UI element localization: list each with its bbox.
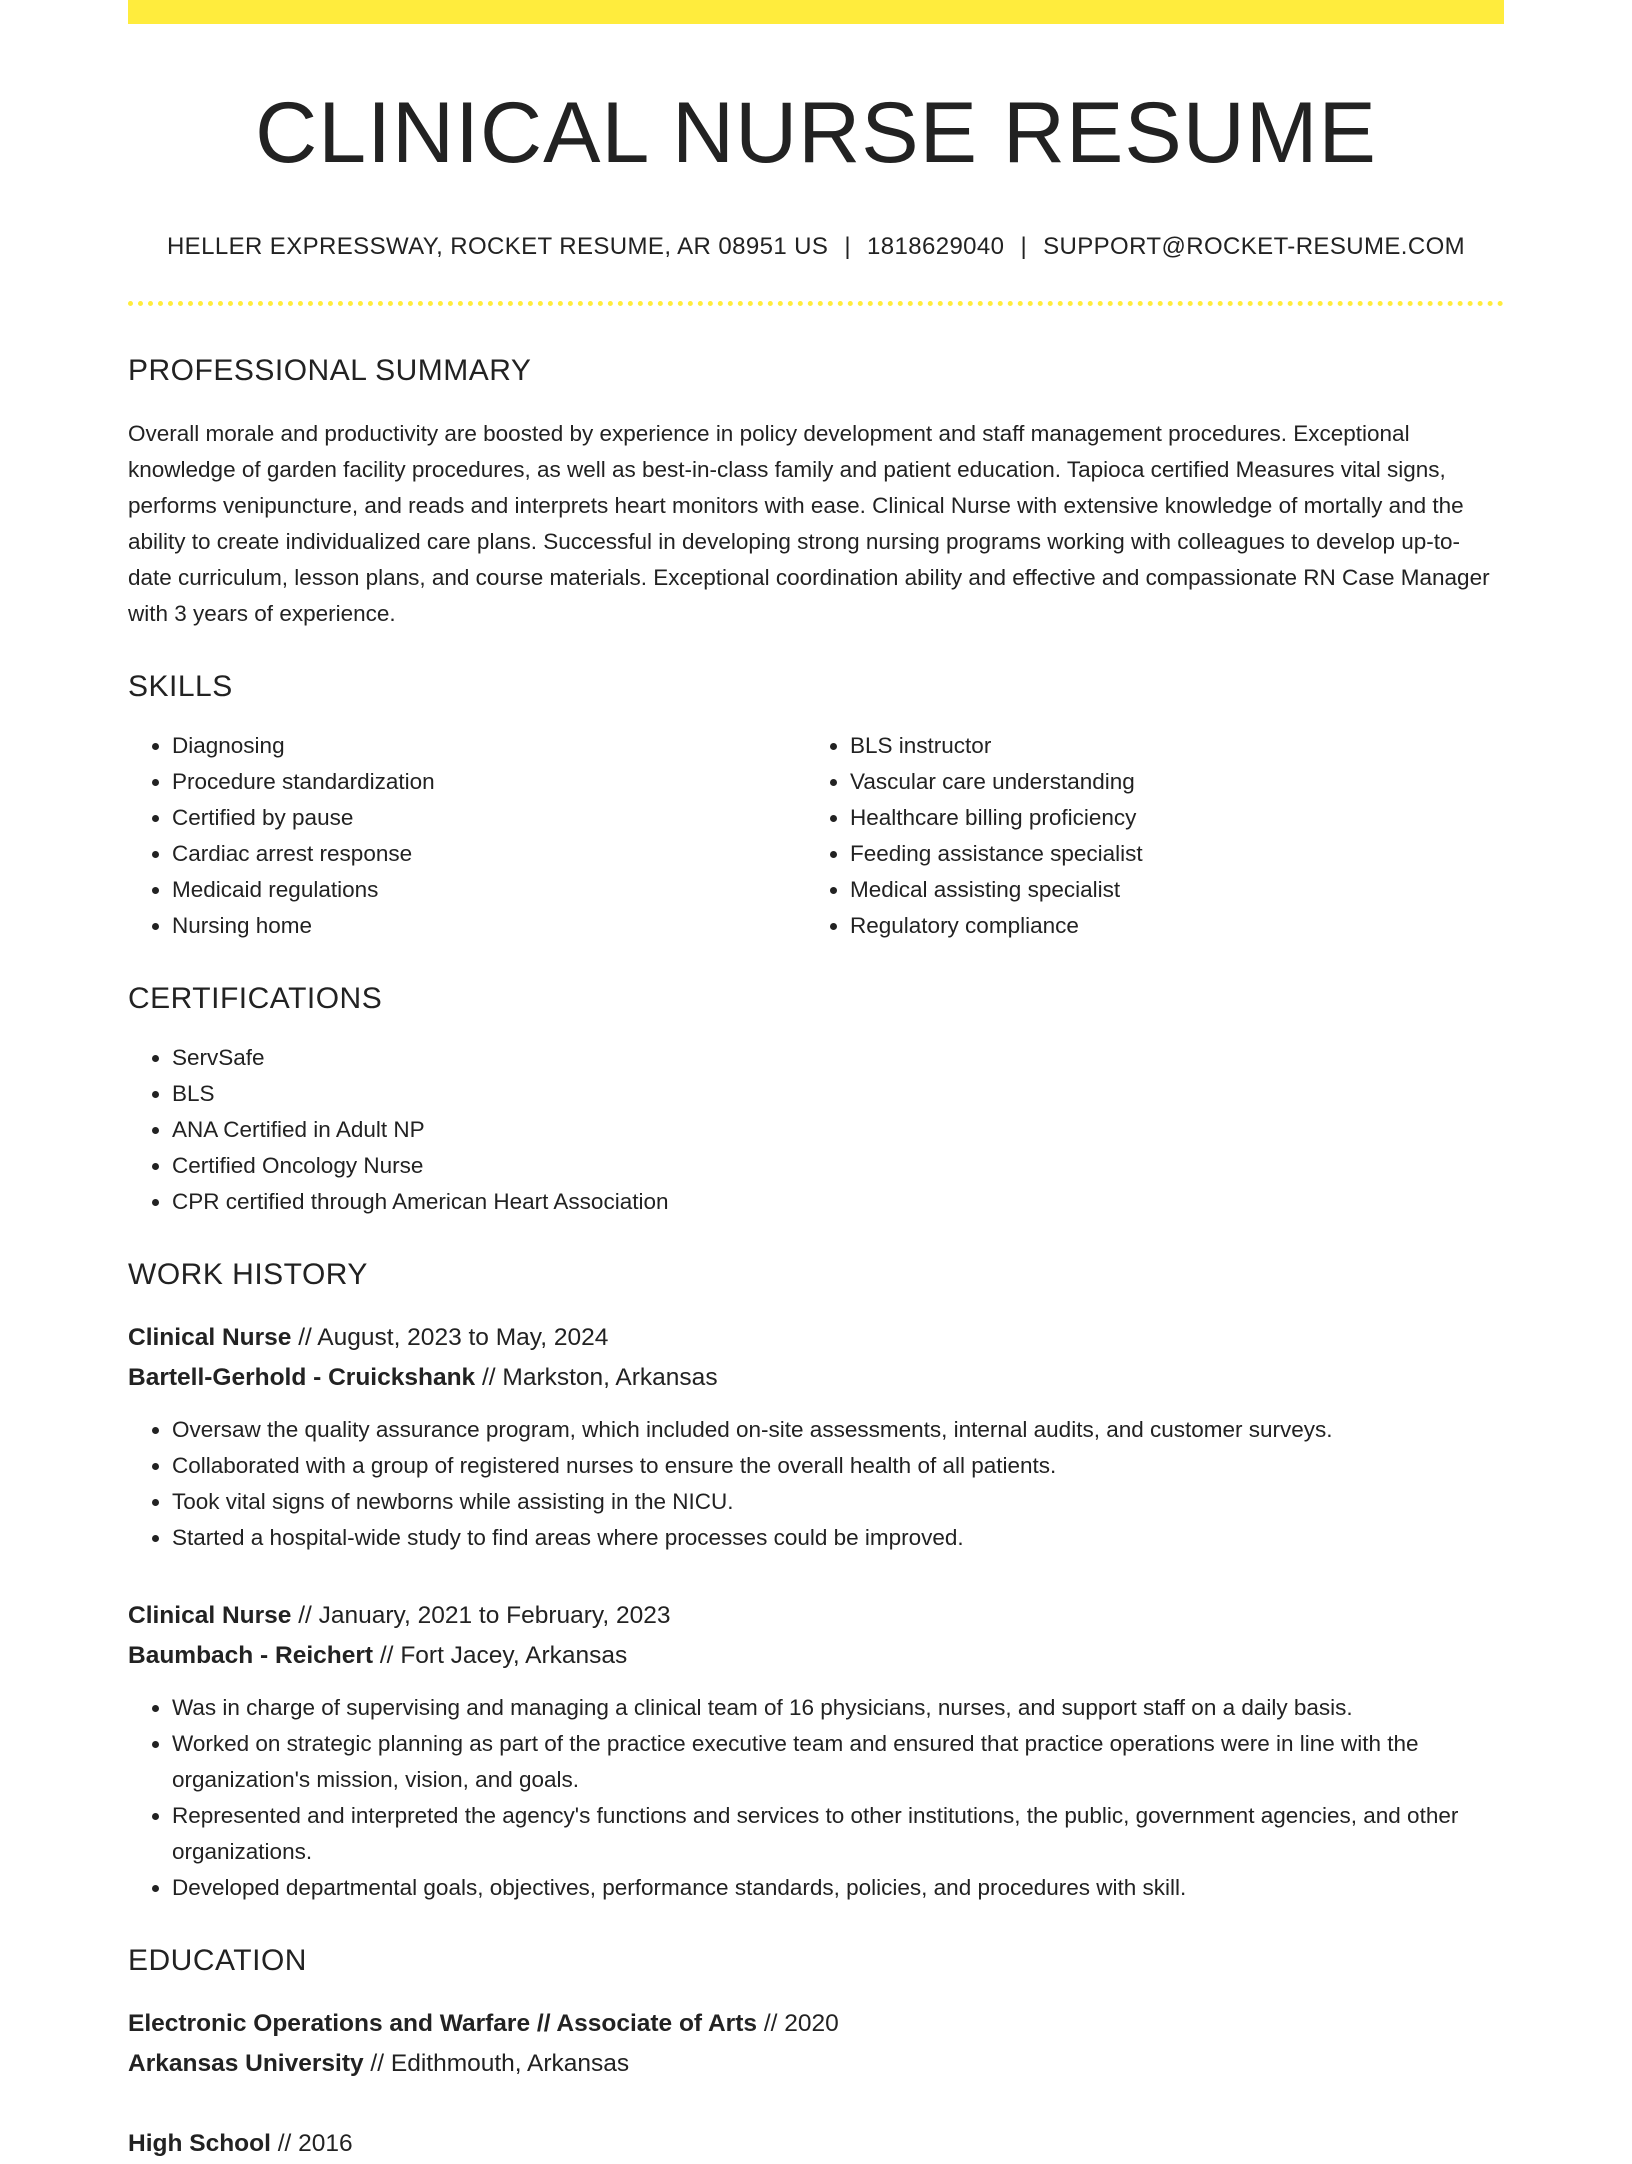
contact-separator: | bbox=[844, 232, 851, 260]
job-entry bbox=[128, 1318, 1504, 1556]
certifications-heading: CERTIFICATIONS bbox=[128, 981, 383, 1015]
certifications-section bbox=[128, 982, 1504, 1220]
divider: // bbox=[298, 1323, 312, 1351]
job-company: Baumbach - Reichert bbox=[128, 1641, 374, 1669]
job-title-line bbox=[128, 1596, 1504, 1636]
job-company-line bbox=[128, 1636, 1504, 1676]
divider: // bbox=[277, 2129, 292, 2157]
education-degree-line bbox=[128, 2004, 1504, 2044]
certification-item: • Certified Oncology Nurse bbox=[172, 1148, 1504, 1184]
contact-phone: 1818629040 bbox=[866, 232, 1005, 260]
job-duties-list bbox=[128, 1412, 1504, 1556]
job-dates: August, 2023 to May, 2024 bbox=[317, 1323, 609, 1351]
job-dates: January, 2021 to February, 2023 bbox=[318, 1601, 671, 1629]
job-title: Clinical Nurse bbox=[128, 1323, 292, 1351]
skill-item: • Feeding assistance specialist bbox=[850, 836, 1484, 872]
job-duties-list bbox=[128, 1690, 1504, 1906]
top-accent-bar bbox=[128, 0, 1504, 24]
education-year: 2016 bbox=[298, 2129, 353, 2157]
education-heading: EDUCATION bbox=[128, 1943, 307, 1977]
skill-item: • Cardiac arrest response bbox=[172, 836, 806, 872]
work-history-heading: WORK HISTORY bbox=[128, 1257, 368, 1291]
education-school: Arkansas University bbox=[128, 2049, 364, 2077]
skills-grid bbox=[128, 728, 1504, 944]
resume-page bbox=[128, 0, 1504, 2164]
job-location: Fort Jacey, Arkansas bbox=[400, 1641, 628, 1669]
job-duty: • Started a hospital-wide study to find areas where processes could be improved. bbox=[172, 1520, 1504, 1556]
certification-item: • ServSafe bbox=[172, 1040, 1504, 1076]
certification-item: • ANA Certified in Adult NP bbox=[172, 1112, 1504, 1148]
contact-line bbox=[128, 233, 1504, 261]
education-degree: High School bbox=[128, 2129, 271, 2157]
divider: // bbox=[370, 2049, 385, 2077]
certifications-list bbox=[128, 1040, 1504, 1220]
job-entry bbox=[128, 1596, 1504, 1906]
skill-item: • Procedure standardization bbox=[172, 764, 806, 800]
skill-item: • Vascular care understanding bbox=[850, 764, 1484, 800]
education-entry bbox=[128, 2124, 1504, 2164]
education-year: 2020 bbox=[784, 2009, 839, 2037]
job-company-line bbox=[128, 1358, 1504, 1398]
skill-item: • Healthcare billing proficiency bbox=[850, 800, 1484, 836]
work-history-section bbox=[128, 1258, 1504, 1906]
skill-item: • Medicaid regulations bbox=[172, 872, 806, 908]
page-title: CLINICAL NURSE RESUME bbox=[255, 85, 1377, 181]
divider: // bbox=[481, 1363, 496, 1391]
contact-address: HELLER EXPRESSWAY, ROCKET RESUME, AR 08951 US bbox=[166, 232, 829, 260]
header-divider bbox=[128, 301, 1504, 306]
summary-heading: PROFESSIONAL SUMMARY bbox=[128, 353, 532, 387]
job-duty: • Was in charge of supervising and managing a clinical team of 16 physicians, nurses, and support staff on a daily basis. bbox=[172, 1690, 1504, 1726]
skill-item: • BLS instructor bbox=[850, 728, 1484, 764]
skill-item: • Certified by pause bbox=[172, 800, 806, 836]
certification-item: • CPR certified through American Heart Association bbox=[172, 1184, 1504, 1220]
education-entry bbox=[128, 2004, 1504, 2084]
certification-item: • BLS bbox=[172, 1076, 1504, 1112]
contact-separator: | bbox=[1020, 232, 1028, 260]
education-school-line bbox=[128, 2044, 1504, 2084]
skill-item: • Regulatory compliance bbox=[850, 908, 1484, 944]
job-company: Bartell-Gerhold - Cruickshank bbox=[128, 1363, 476, 1391]
job-duty: • Represented and interpreted the agency's functions and services to other institutions, the public, government agencies, and other organizations. bbox=[172, 1798, 1504, 1870]
job-duty: • Took vital signs of newborns while assisting in the NICU. bbox=[172, 1484, 1504, 1520]
divider: // bbox=[763, 2009, 778, 2037]
education-degree: Electronic Operations and Warfare // Associate of Arts bbox=[128, 2009, 757, 2037]
skills-list-left bbox=[128, 728, 806, 944]
skills-heading: SKILLS bbox=[128, 669, 233, 703]
skills-section bbox=[128, 670, 1504, 944]
contact-email: SUPPORT@ROCKET-RESUME.COM bbox=[1043, 232, 1466, 260]
skill-item: • Diagnosing bbox=[172, 728, 806, 764]
education-degree-line bbox=[128, 2124, 1504, 2164]
divider: // bbox=[298, 1601, 312, 1629]
job-location: Markston, Arkansas bbox=[502, 1363, 718, 1391]
skill-item: • Medical assisting specialist bbox=[850, 872, 1484, 908]
job-duty: • Oversaw the quality assurance program, which included on-site assessments, internal audits, and customer surveys. bbox=[172, 1412, 1504, 1448]
skills-list-right bbox=[806, 728, 1484, 944]
job-title: Clinical Nurse bbox=[128, 1601, 292, 1629]
job-duty: • Worked on strategic planning as part of the practice executive team and ensured that practice operations were in line with the organization's mission, vision, and goals. bbox=[172, 1726, 1504, 1798]
job-title-line bbox=[128, 1318, 1504, 1358]
job-duty: • Collaborated with a group of registered nurses to ensure the overall health of all patients. bbox=[172, 1448, 1504, 1484]
skill-item: • Nursing home bbox=[172, 908, 806, 944]
education-section bbox=[128, 1944, 1504, 2164]
summary-text: Overall morale and productivity are boosted by experience in policy development and staff management procedures. Exceptional knowledge of garden facility procedures, as well as best-in-class family and patient education. Tapioca certified Measures vital signs, performs venipuncture, and reads and interprets heart monitors with ease. Clinical Nurse with extensive knowledge of mortally and the ability to create individualized care plans. Successful in developing strong nursing programs working with colleagues to develop up-to-date curriculum, lesson plans, and course materials. Exceptional coordination ability and effective and compassionate RN Case Manager with 3 years of experience. bbox=[128, 420, 1490, 626]
summary-section bbox=[128, 354, 1504, 632]
job-duty: • Developed departmental goals, objectives, performance standards, policies, and procedures with skill. bbox=[172, 1870, 1504, 1906]
divider: // bbox=[379, 1641, 394, 1669]
education-location: Edithmouth, Arkansas bbox=[390, 2049, 630, 2077]
